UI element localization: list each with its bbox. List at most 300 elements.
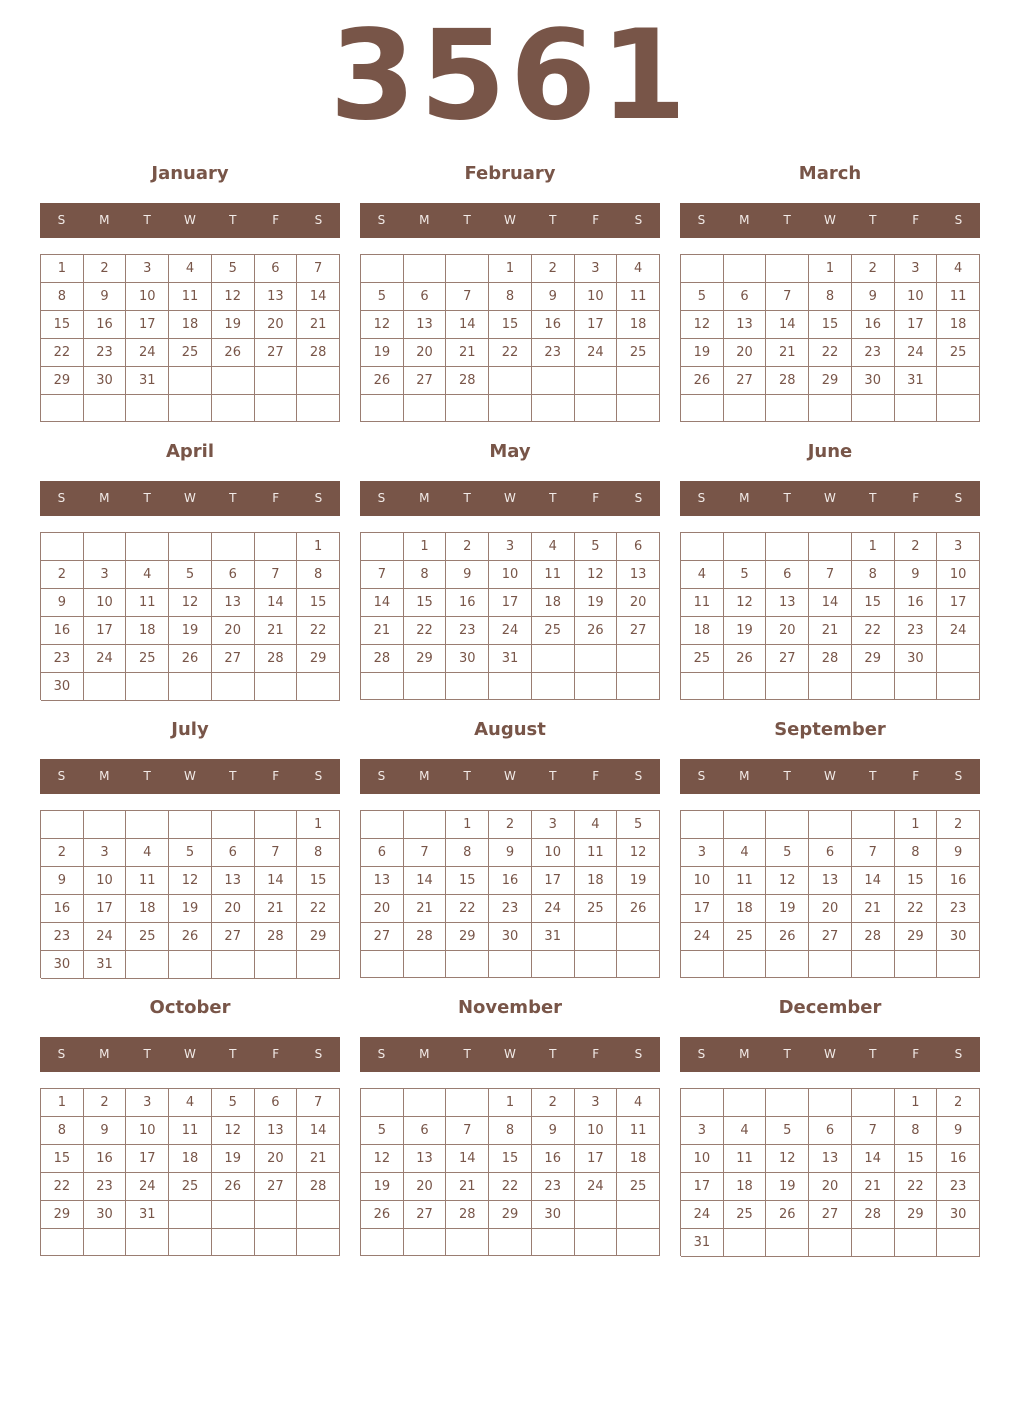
day-cell: 11	[532, 561, 575, 589]
day-grid	[40, 810, 340, 978]
weekday-label: S	[314, 769, 323, 783]
empty-cell	[404, 951, 447, 978]
day-cell: 18	[681, 617, 724, 645]
day-cell: 19	[575, 589, 618, 617]
day-cell: 23	[41, 645, 84, 673]
empty-cell	[809, 811, 852, 839]
day-cell: 30	[41, 673, 84, 701]
day-cell: 5	[766, 1117, 809, 1145]
empty-cell	[212, 533, 255, 561]
empty-cell	[937, 645, 980, 673]
day-cell: 24	[681, 923, 724, 951]
day-cell: 2	[937, 1089, 980, 1117]
day-cell: 13	[617, 561, 660, 589]
weekday-label: T	[463, 1047, 471, 1061]
empty-cell	[446, 255, 489, 283]
day-cell: 22	[895, 1173, 938, 1201]
day-cell: 7	[297, 1089, 340, 1117]
empty-cell	[255, 951, 298, 979]
day-cell: 12	[681, 311, 724, 339]
day-cell: 5	[169, 561, 212, 589]
empty-cell	[766, 951, 809, 978]
month-name: August	[474, 719, 546, 740]
day-cell: 28	[446, 1201, 489, 1229]
day-cell: 30	[532, 1201, 575, 1229]
weekday-label: T	[869, 1047, 877, 1061]
empty-cell	[617, 367, 660, 395]
empty-cell	[169, 811, 212, 839]
empty-cell	[575, 1201, 618, 1229]
day-cell: 17	[489, 589, 532, 617]
day-cell: 5	[169, 839, 212, 867]
day-cell: 22	[404, 617, 447, 645]
empty-cell	[617, 395, 660, 422]
empty-cell	[724, 951, 767, 978]
empty-cell	[361, 255, 404, 283]
day-cell: 24	[84, 645, 127, 673]
weekday-header	[680, 1037, 980, 1072]
day-cell: 13	[404, 1145, 447, 1173]
weekday-label: M	[419, 1047, 430, 1061]
day-grid	[360, 1088, 660, 1256]
weekday-label: S	[314, 491, 323, 505]
empty-cell	[766, 255, 809, 283]
day-cell: 11	[937, 283, 980, 311]
weekday-header	[360, 1037, 660, 1072]
day-cell: 11	[724, 1145, 767, 1173]
day-cell: 23	[532, 339, 575, 367]
weekday-header	[40, 481, 340, 516]
weekday-label: T	[143, 213, 151, 227]
day-cell: 25	[681, 645, 724, 673]
day-cell: 8	[489, 1117, 532, 1145]
weekday-label: S	[57, 1047, 66, 1061]
day-cell: 28	[809, 645, 852, 673]
day-cell: 18	[532, 589, 575, 617]
day-grid	[360, 532, 660, 700]
day-cell: 9	[532, 283, 575, 311]
empty-cell	[446, 1089, 489, 1117]
day-cell: 8	[297, 561, 340, 589]
empty-cell	[446, 673, 489, 700]
empty-cell	[852, 673, 895, 700]
day-cell: 21	[809, 617, 852, 645]
empty-cell	[724, 673, 767, 700]
day-cell: 4	[937, 255, 980, 283]
day-cell: 13	[361, 867, 404, 895]
weekday-label: M	[739, 769, 750, 783]
weekday-label: T	[869, 769, 877, 783]
empty-cell	[489, 367, 532, 395]
empty-cell	[255, 1229, 298, 1256]
day-cell: 19	[361, 1173, 404, 1201]
weekday-label: W	[504, 213, 516, 227]
day-cell: 18	[617, 1145, 660, 1173]
weekday-label: T	[783, 769, 791, 783]
empty-cell	[361, 533, 404, 561]
day-cell: 2	[895, 533, 938, 561]
empty-cell	[361, 1229, 404, 1256]
empty-cell	[809, 951, 852, 978]
day-cell: 29	[852, 645, 895, 673]
day-cell: 16	[84, 1145, 127, 1173]
day-cell: 26	[766, 1201, 809, 1229]
day-cell: 1	[297, 533, 340, 561]
day-cell: 10	[575, 1117, 618, 1145]
day-cell: 12	[169, 589, 212, 617]
empty-cell	[212, 1229, 255, 1256]
weekday-label: M	[99, 491, 110, 505]
day-cell: 5	[681, 283, 724, 311]
day-cell: 9	[489, 839, 532, 867]
day-cell: 20	[809, 1173, 852, 1201]
empty-cell	[169, 1229, 212, 1256]
day-cell: 13	[766, 589, 809, 617]
weekday-label: T	[463, 491, 471, 505]
weekday-label: M	[419, 769, 430, 783]
day-cell: 30	[84, 367, 127, 395]
weekday-label: T	[229, 769, 237, 783]
empty-cell	[852, 1229, 895, 1257]
weekday-label: S	[954, 769, 963, 783]
empty-cell	[724, 1229, 767, 1257]
day-cell: 14	[446, 311, 489, 339]
empty-cell	[617, 951, 660, 978]
empty-cell	[575, 673, 618, 700]
weekday-label: F	[912, 1047, 920, 1061]
day-cell: 2	[84, 1089, 127, 1117]
day-cell: 1	[41, 255, 84, 283]
day-cell: 13	[809, 1145, 852, 1173]
day-cell: 23	[489, 895, 532, 923]
empty-cell	[809, 395, 852, 422]
day-cell: 23	[895, 617, 938, 645]
empty-cell	[212, 673, 255, 701]
day-cell: 19	[361, 339, 404, 367]
day-grid	[680, 254, 980, 422]
day-cell: 7	[255, 561, 298, 589]
day-cell: 26	[724, 645, 767, 673]
day-cell: 17	[126, 1145, 169, 1173]
empty-cell	[617, 923, 660, 951]
day-cell: 10	[895, 283, 938, 311]
day-cell: 17	[575, 1145, 618, 1173]
day-cell: 21	[404, 895, 447, 923]
weekday-header	[40, 203, 340, 238]
empty-cell	[255, 673, 298, 701]
day-cell: 20	[255, 311, 298, 339]
weekday-label: M	[739, 213, 750, 227]
empty-cell	[297, 1229, 340, 1256]
day-cell: 20	[255, 1145, 298, 1173]
month-name: November	[457, 997, 563, 1018]
day-cell: 14	[297, 1117, 340, 1145]
day-cell: 22	[41, 1173, 84, 1201]
day-cell: 5	[575, 533, 618, 561]
weekday-label: T	[549, 213, 557, 227]
day-cell: 23	[937, 1173, 980, 1201]
empty-cell	[766, 1089, 809, 1117]
day-cell: 31	[84, 951, 127, 979]
day-cell: 21	[852, 895, 895, 923]
day-cell: 22	[41, 339, 84, 367]
day-cell: 18	[724, 895, 767, 923]
weekday-label: T	[463, 213, 471, 227]
weekday-label: W	[504, 769, 516, 783]
day-cell: 15	[895, 1145, 938, 1173]
empty-cell	[41, 533, 84, 561]
weekday-label: T	[869, 491, 877, 505]
weekday-header	[680, 759, 980, 794]
day-cell: 16	[41, 617, 84, 645]
empty-cell	[766, 1229, 809, 1257]
day-cell: 2	[937, 811, 980, 839]
weekday-label: F	[272, 769, 280, 783]
day-cell: 1	[297, 811, 340, 839]
day-cell: 10	[681, 1145, 724, 1173]
weekday-label: F	[272, 491, 280, 505]
day-cell: 7	[255, 839, 298, 867]
empty-cell	[255, 533, 298, 561]
day-cell: 2	[84, 255, 127, 283]
day-cell: 2	[852, 255, 895, 283]
day-cell: 26	[575, 617, 618, 645]
day-cell: 4	[617, 1089, 660, 1117]
day-cell: 22	[489, 339, 532, 367]
weekday-label: T	[783, 213, 791, 227]
day-cell: 17	[84, 617, 127, 645]
day-cell: 30	[84, 1201, 127, 1229]
day-cell: 25	[617, 339, 660, 367]
empty-cell	[297, 951, 340, 979]
day-cell: 28	[297, 1173, 340, 1201]
weekday-label: F	[592, 491, 600, 505]
day-cell: 7	[446, 1117, 489, 1145]
day-cell: 3	[532, 811, 575, 839]
weekday-label: F	[592, 769, 600, 783]
day-cell: 6	[404, 1117, 447, 1145]
day-cell: 25	[617, 1173, 660, 1201]
weekday-label: S	[377, 1047, 386, 1061]
empty-cell	[895, 395, 938, 422]
day-cell: 6	[255, 255, 298, 283]
day-cell: 21	[297, 1145, 340, 1173]
weekday-label: W	[184, 213, 196, 227]
day-cell: 27	[724, 367, 767, 395]
day-cell: 4	[724, 839, 767, 867]
day-cell: 20	[404, 1173, 447, 1201]
day-grid	[40, 1088, 340, 1256]
day-cell: 24	[84, 923, 127, 951]
empty-cell	[297, 395, 340, 422]
day-cell: 17	[575, 311, 618, 339]
day-cell: 16	[84, 311, 127, 339]
empty-cell	[575, 645, 618, 673]
day-cell: 10	[126, 283, 169, 311]
day-cell: 9	[41, 589, 84, 617]
day-cell: 28	[255, 645, 298, 673]
day-cell: 30	[937, 1201, 980, 1229]
day-cell: 13	[404, 311, 447, 339]
weekday-label: T	[143, 769, 151, 783]
day-cell: 26	[361, 1201, 404, 1229]
weekday-label: S	[634, 769, 643, 783]
empty-cell	[937, 673, 980, 700]
weekday-header	[40, 759, 340, 794]
empty-cell	[84, 811, 127, 839]
day-cell: 21	[446, 339, 489, 367]
day-cell: 14	[766, 311, 809, 339]
day-cell: 30	[41, 951, 84, 979]
day-cell: 21	[446, 1173, 489, 1201]
day-cell: 16	[489, 867, 532, 895]
day-cell: 16	[895, 589, 938, 617]
day-cell: 20	[724, 339, 767, 367]
weekday-label: M	[99, 213, 110, 227]
weekday-header	[360, 481, 660, 516]
empty-cell	[297, 1201, 340, 1229]
day-cell: 24	[532, 895, 575, 923]
day-cell: 1	[809, 255, 852, 283]
day-cell: 24	[575, 1173, 618, 1201]
empty-cell	[617, 1201, 660, 1229]
day-cell: 14	[255, 589, 298, 617]
day-cell: 12	[766, 1145, 809, 1173]
day-cell: 7	[361, 561, 404, 589]
day-cell: 16	[532, 1145, 575, 1173]
day-cell: 2	[489, 811, 532, 839]
day-cell: 19	[724, 617, 767, 645]
weekday-label: T	[229, 1047, 237, 1061]
day-cell: 25	[575, 895, 618, 923]
day-cell: 7	[809, 561, 852, 589]
day-cell: 27	[255, 339, 298, 367]
day-cell: 24	[489, 617, 532, 645]
empty-cell	[724, 533, 767, 561]
empty-cell	[617, 673, 660, 700]
day-cell: 21	[255, 617, 298, 645]
empty-cell	[361, 1089, 404, 1117]
empty-cell	[766, 395, 809, 422]
day-cell: 17	[895, 311, 938, 339]
day-grid	[40, 254, 340, 422]
empty-cell	[681, 951, 724, 978]
day-cell: 25	[169, 1173, 212, 1201]
day-cell: 1	[852, 533, 895, 561]
day-cell: 4	[169, 1089, 212, 1117]
day-cell: 11	[724, 867, 767, 895]
day-cell: 12	[212, 1117, 255, 1145]
day-cell: 26	[361, 367, 404, 395]
day-grid	[40, 532, 340, 700]
day-cell: 3	[575, 255, 618, 283]
day-cell: 15	[852, 589, 895, 617]
day-cell: 29	[809, 367, 852, 395]
day-cell: 8	[297, 839, 340, 867]
day-cell: 12	[212, 283, 255, 311]
day-cell: 17	[532, 867, 575, 895]
day-cell: 28	[446, 367, 489, 395]
weekday-label: M	[739, 1047, 750, 1061]
empty-cell	[361, 395, 404, 422]
weekday-label: F	[592, 213, 600, 227]
day-cell: 12	[724, 589, 767, 617]
day-grid	[360, 254, 660, 422]
empty-cell	[575, 951, 618, 978]
day-cell: 10	[937, 561, 980, 589]
day-cell: 13	[809, 867, 852, 895]
empty-cell	[489, 951, 532, 978]
day-cell: 23	[446, 617, 489, 645]
day-cell: 26	[212, 1173, 255, 1201]
empty-cell	[937, 367, 980, 395]
empty-cell	[126, 533, 169, 561]
empty-cell	[212, 395, 255, 422]
empty-cell	[169, 533, 212, 561]
day-cell: 1	[404, 533, 447, 561]
empty-cell	[361, 951, 404, 978]
day-cell: 20	[809, 895, 852, 923]
empty-cell	[404, 673, 447, 700]
day-cell: 29	[895, 1201, 938, 1229]
day-cell: 3	[84, 561, 127, 589]
day-cell: 15	[41, 1145, 84, 1173]
weekday-label: S	[57, 769, 66, 783]
weekday-label: S	[697, 491, 706, 505]
month-name: July	[171, 719, 209, 740]
weekday-label: W	[504, 491, 516, 505]
day-cell: 3	[489, 533, 532, 561]
day-cell: 5	[212, 255, 255, 283]
weekday-label: T	[549, 1047, 557, 1061]
weekday-label: S	[634, 213, 643, 227]
day-cell: 9	[84, 283, 127, 311]
day-cell: 19	[169, 617, 212, 645]
empty-cell	[404, 811, 447, 839]
empty-cell	[126, 395, 169, 422]
day-cell: 15	[404, 589, 447, 617]
day-cell: 3	[895, 255, 938, 283]
month-name: April	[165, 441, 215, 462]
day-cell: 4	[532, 533, 575, 561]
day-cell: 6	[212, 561, 255, 589]
day-cell: 21	[297, 311, 340, 339]
weekday-label: S	[377, 769, 386, 783]
weekday-label: W	[504, 1047, 516, 1061]
day-cell: 28	[361, 645, 404, 673]
weekday-label: T	[549, 491, 557, 505]
empty-cell	[532, 645, 575, 673]
day-cell: 19	[766, 1173, 809, 1201]
weekday-label: S	[57, 491, 66, 505]
day-cell: 31	[895, 367, 938, 395]
day-cell: 6	[255, 1089, 298, 1117]
day-cell: 7	[297, 255, 340, 283]
month-name: October	[149, 997, 231, 1018]
day-cell: 4	[617, 255, 660, 283]
day-cell: 14	[446, 1145, 489, 1173]
day-cell: 27	[766, 645, 809, 673]
day-cell: 4	[126, 561, 169, 589]
day-cell: 24	[126, 339, 169, 367]
weekday-label: F	[592, 1047, 600, 1061]
empty-cell	[361, 811, 404, 839]
day-cell: 5	[212, 1089, 255, 1117]
day-cell: 30	[852, 367, 895, 395]
day-cell: 6	[361, 839, 404, 867]
weekday-label: W	[184, 491, 196, 505]
day-grid	[680, 1088, 980, 1256]
